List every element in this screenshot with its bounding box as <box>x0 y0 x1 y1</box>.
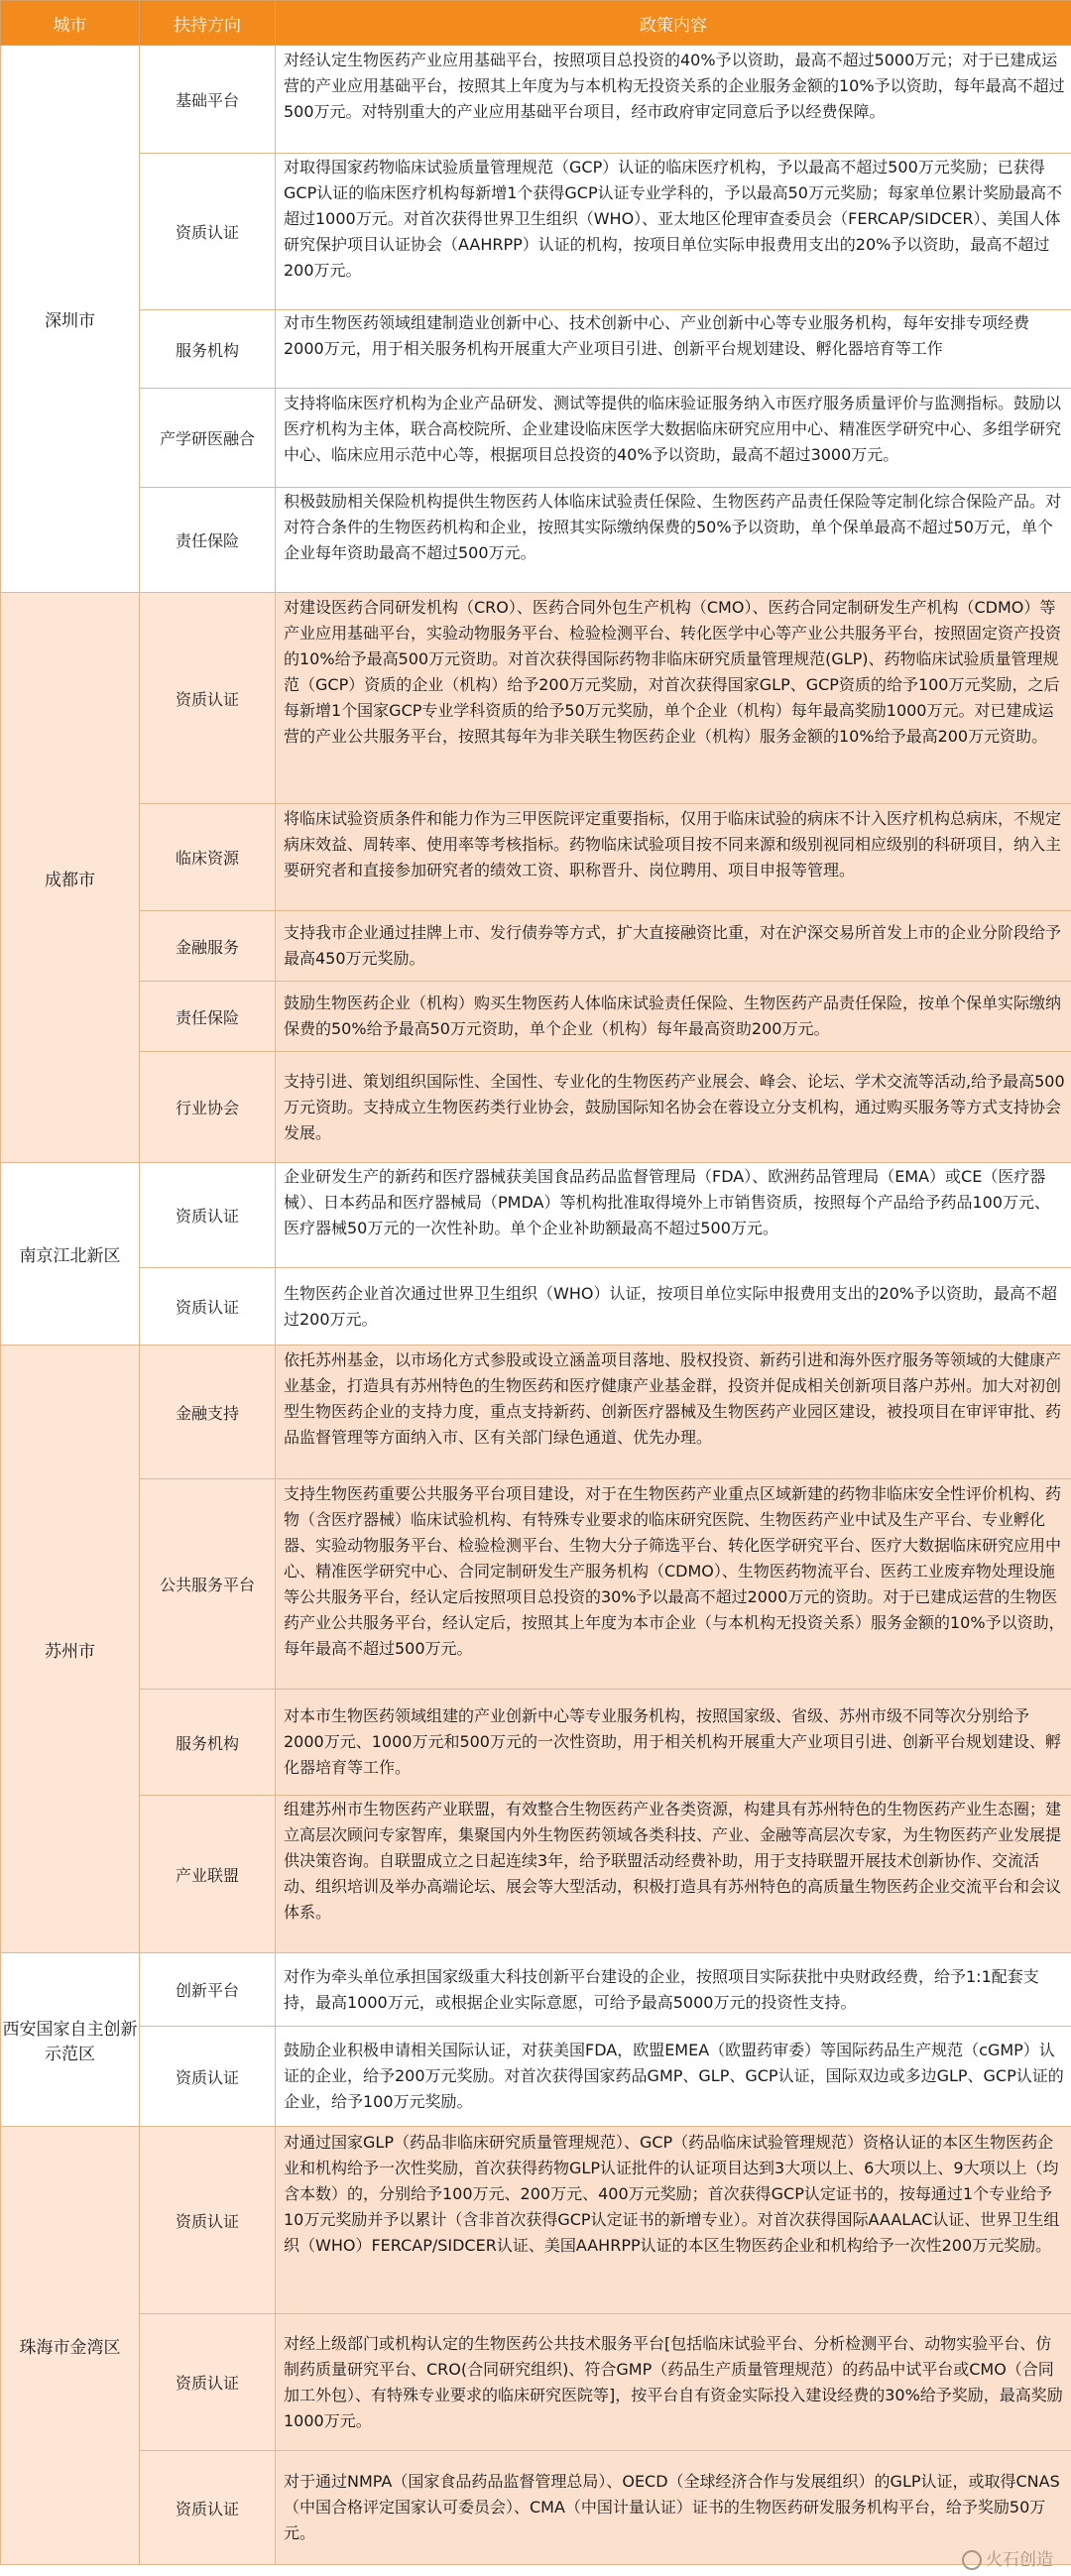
content-text: 组建苏州市生物医药产业联盟，有效整合生物医药产业各类资源，构建具有苏州特色的生物医药产业生态圈；建立高层次顾问专家智库，集聚国内外生物医药领域各类科技、产业、金融等高层次专家，为生物医药产业发展提供决策咨询。自联盟成立之日起连续3年，给予联盟活动经费补助，用于支持联盟开展技术创新协作、交流活动、组织培训及举办高端论坛、展会等大型活动，积极打造具有苏州特色的高质量生物医药企业交流平台和会议体系。 <box>284 1800 1062 1922</box>
content-text: 支持引进、策划组织国际性、全国性、专业化的生物医药产业展会、峰会、论坛、学术交流等活动,给予最高500万元资助。支持成立生物医药类行业协会，鼓励国际知名协会在蓉设立分支机构，通过购买服务等方式支持协会发展。 <box>284 1071 1065 1142</box>
content-text: 企业研发生产的新药和医疗器械获美国食品药品监督管理局（FDA）、欧洲药品管理局（EMA）或CE（医疗器械）、日本药品和医疗器械局（PMDA）等机构批准取得境外上市销售资质，按照每个产品给予药品100万元、医疗器械50万元的一次性补助。单个企业补助额最高不超过500万元。 <box>284 1166 1050 1237</box>
table-row <box>1 488 1071 593</box>
table-row <box>1 982 1071 1052</box>
table-row <box>1 1479 1071 1690</box>
content-text: 将临床试验资质条件和能力作为三甲医院评定重要指标，仅用于临床试验的病床不计入医疗机构总病床，不规定病床效益、周转率、使用率等考核指标。药物临床试验项目按不同来源和级别视同相应级别的科研项目，纳入主要研究者和直接参加研究者的绩效工资、职称晋升、岗位聘用、项目申报等管理。 <box>284 808 1062 879</box>
direction-cell: 资质认证 <box>140 2314 276 2451</box>
table-row <box>1 2451 1071 2565</box>
content-cell <box>276 2314 1071 2451</box>
content-text: 对经上级部门或机构认定的生物医药公共技术服务平台[包括临床试验平台、分析检测平台、动物实验平台、仿制药质量研究平台、CRO(合同研究组织)、符合GMP（药品生产质量管理规范）的药品中试平台或CMO（合同加工外包）、有特殊专业要求的临床研究医院等]，按平台自有资金实际投入建设经费的30%给予奖励，最高奖励1000万元。 <box>284 2333 1063 2430</box>
content-cell <box>276 46 1071 154</box>
content-cell <box>276 1796 1071 1953</box>
direction-cell: 资质认证 <box>140 1163 276 1268</box>
content-text: 鼓励生物医药企业（机构）购买生物医药人体临床试验责任保险、生物医药产品责任保险，按单个保单实际缴纳保费的50%给予最高50万元资助，单个企业（机构）每年最高资助200万元。 <box>284 994 1062 1038</box>
header-direction: 扶持方向 <box>140 1 276 46</box>
direction-cell: 公共服务平台 <box>140 1479 276 1690</box>
table-row <box>1 1163 1071 1268</box>
content-text: 支持将临床医疗机构为企业产品研发、测试等提供的临床验证服务纳入市医疗服务质量评价与监测指标。鼓励以医疗机构为主体，联合高校院所、企业建设临床医学大数据临床研究应用中心、精准医学研究中心、多组学研究中心、临床应用示范中心等，根据项目总投资的40%予以资助，最高不超过3000万元。 <box>284 393 1062 464</box>
table-row <box>1 1052 1071 1163</box>
content-cell <box>276 911 1071 982</box>
content-cell <box>276 154 1071 310</box>
table-row <box>1 2027 1071 2127</box>
content-text: 对建设医药合同研发机构（CRO）、医药合同外包生产机构（CMO）、医药合同定制研发生产机构（CDMO）等产业应用基础平台，实验动物服务平台、检验检测平台、转化医学中心等产业公共服务平台，按照固定资产投资的10%给予最高500万元资助。对首次获得国际药物非临床研究质量管理规范(GLP)、药物临床试验质量管理规范（GCP）资质的企业（机构）给予200万元奖励，对首次获得国家GLP、GCP资质的给予100万元奖励，之后每新增1个国家GCP专业学科资质的给予50万元奖励，单个企业（机构）每年最高奖励1000万元。对已建成运营的产业公共服务平台，按照其每年为非关联生物医药企业（机构）服务金额的10%给予最高200万元资助。 <box>284 598 1062 746</box>
content-text: 支持生物医药重要公共服务平台项目建设，对于在生物医药产业重点区域新建的药物非临床安全性评价机构、药物（含医疗器械）临床试验机构、有特殊专业要求的临床研究医院、生物医药产业中试及生产平台、专业孵化器、实验动物服务平台、检验检测平台、生物大分子筛选平台、转化医学研究平台、医疗大数据临床研究应用中心、精准医学研究中心、合同定制研发生产服务机构（CDMO）、生物医药物流平台、医药工业废弃物处理设施等公共服务平台，经认定后按照项目总投资的30%予以最高不超过2000万元的资助。对于已建成运营的生物医药产业公共服务平台，经认定后，按照其上年度为本市企业（与本机构无投资关系）服务金额的10%予以资助，每年最高不超过500万元。 <box>284 1483 1065 1658</box>
watermark-logo-icon <box>962 2550 982 2570</box>
content-text: 对本市生物医药领域组建的产业创新中心等专业服务机构，按照国家级、省级、苏州市级不同等次分别给予2000万元、1000万元和500万元的一次性资助，用于相关机构开展重大产业项目引进、创新平台规划建设、孵化器培育等工作。 <box>284 1706 1061 1777</box>
table-row <box>1 154 1071 310</box>
direction-cell: 责任保险 <box>140 982 276 1052</box>
direction-cell: 行业协会 <box>140 1052 276 1163</box>
table-row <box>1 1953 1071 2027</box>
direction-cell: 资质认证 <box>140 2027 276 2127</box>
content-cell <box>276 310 1071 389</box>
direction-cell: 基础平台 <box>140 46 276 154</box>
direction-cell: 资质认证 <box>140 593 276 804</box>
content-cell <box>276 488 1071 593</box>
content-text: 支持我市企业通过挂牌上市、发行债券等方式，扩大直接融资比重，对在沪深交易所首发上市的企业分阶段给予最高450万元奖励。 <box>284 923 1062 968</box>
content-cell <box>276 2027 1071 2127</box>
table-row <box>1 46 1071 154</box>
content-text: 对取得国家药物临床试验质量管理规范（GCP）认证的临床医疗机构，予以最高不超过500万元奖励；已获得GCP认证的临床医疗机构每新增1个获得GCP认证专业学科的，予以最高50万元奖励；每家单位累计奖励最高不超过1000万元。对首次获得世界卫生组织（WHO）、亚太地区伦理审查委员会（FERCAP/SIDCER）、美国人体研究保护项目认证协会（AAHRPP）认证的机构，按项目单位实际申报费用支出的20%予以资助，最高不超过200万元。 <box>284 157 1062 280</box>
direction-cell: 产学研医融合 <box>140 389 276 488</box>
content-text: 依托苏州基金，以市场化方式参股或设立涵盖项目落地、股权投资、新药引进和海外医疗服务等领域的大健康产业基金，打造具有苏州特色的生物医药和医疗健康产业基金群，投资并促成相关创新项目落户苏州。加大对初创型生物医药企业的支持力度，重点支持新药、创新医疗器械及生物医药产业园区建设，被投项目在审评审批、药品监督管理等方面纳入市、区有关部门绿色通道、优先办理。 <box>284 1350 1062 1447</box>
content-cell <box>276 389 1071 488</box>
content-text: 积极鼓励相关保险机构提供生物医药人体临床试验责任保险、生物医药产品责任保险等定制化综合保险产品。对对符合条件的生物医药机构和企业，按照其实际缴纳保费的50%予以资助，单个保单最高不超过50万元，单个企业每年资助最高不超过500万元。 <box>284 491 1062 562</box>
direction-cell: 责任保险 <box>140 488 276 593</box>
content-text: 对于通过NMPA（国家食品药品监督管理总局）、OECD（全球经济合作与发展组织）的GLP认证，或取得CNAS（中国合格评定国家认可委员会）、CMA（中国计量认证）证书的生物医药研发服务机构平台，给予奖励50万元。 <box>284 2472 1060 2542</box>
content-cell <box>276 1346 1071 1479</box>
table-row <box>1 1346 1071 1479</box>
city-cell-shenzhen: 深圳市 <box>1 46 140 593</box>
content-cell <box>276 2127 1071 2314</box>
direction-cell: 产业联盟 <box>140 1796 276 1953</box>
content-cell <box>276 1052 1071 1163</box>
city-cell-suzhou: 苏州市 <box>1 1346 140 1953</box>
direction-cell: 资质认证 <box>140 1268 276 1346</box>
header-content: 政策内容 <box>276 1 1071 46</box>
watermark-text: 火石创造 <box>986 2550 1053 2570</box>
content-text: 对通过国家GLP（药品非临床研究质量管理规范）、GCP（药品临床试验管理规范）资格认证的本区生物医药企业和机构给予一次性奖励，首次获得药物GLP认证批件的认证项目达到3大项以上、6大项以上、9大项以上（均含本数）的，分别给予100万元、200万元、400万元奖励；首次获得GCP认定证书的，按每通过1个专业给予10万元奖励并予以累计（含非首次获得GCP认定证书的新增专业）。对首次获得国际AAALAC认证、世界卫生组织（WHO）FERCAP/SIDCER认证、美国AAHRPP认证的本区生物医药企业和机构给予一次性200万元奖励。 <box>284 2133 1060 2255</box>
city-cell-xian: 西安国家自主创新示范区 <box>1 1953 140 2127</box>
content-cell <box>276 1690 1071 1796</box>
content-text: 对作为牵头单位承担国家级重大科技创新平台建设的企业，按照项目实际获批中央财政经费，给予1:1配套支持，最高1000万元，或根据企业实际意愿，可给予最高5000万元的投资性支持。 <box>284 1966 1039 2012</box>
content-cell <box>276 1268 1071 1346</box>
watermark <box>962 2545 1053 2570</box>
content-cell <box>276 1953 1071 2027</box>
direction-cell: 服务机构 <box>140 1690 276 1796</box>
direction-cell: 资质认证 <box>140 2451 276 2565</box>
content-cell <box>276 804 1071 911</box>
content-cell <box>276 1479 1071 1690</box>
direction-cell: 金融支持 <box>140 1346 276 1479</box>
table-row <box>1 1796 1071 1953</box>
table-row <box>1 1690 1071 1796</box>
table-row <box>1 2127 1071 2314</box>
direction-cell: 资质认证 <box>140 154 276 310</box>
content-text: 对市生物医药领域组建制造业创新中心、技术创新中心、产业创新中心等专业服务机构，每年安排专项经费2000万元，用于相关服务机构开展重大产业项目引进、创新平台规划建设、孵化器培育等工作 <box>284 313 1030 358</box>
header-city: 城市 <box>1 1 140 46</box>
direction-cell: 金融服务 <box>140 911 276 982</box>
direction-cell: 资质认证 <box>140 2127 276 2314</box>
content-text: 对经认定生物医药产业应用基础平台，按照项目总投资的40%予以资助，最高不超过5000万元；对于已建成运营的产业应用基础平台，按照其上年度为与本机构无投资关系的企业服务金额的10%予以资助，每年最高不超过500万元。对特别重大的产业应用基础平台项目，经市政府审定同意后予以经费保障。 <box>284 51 1065 121</box>
table-row <box>1 2314 1071 2451</box>
table-row <box>1 593 1071 804</box>
content-text: 生物医药企业首次通过世界卫生组织（WHO）认证，按项目单位实际申报费用支出的20%予以资助，最高不超过200万元。 <box>284 1283 1058 1329</box>
table-row <box>1 911 1071 982</box>
content-text: 鼓励企业积极申请相关国际认证，对获美国FDA，欧盟EMEA（欧盟药审委）等国际药品生产规范（cGMP）认证的企业，给予200万元奖励。对首次获得国家药品GMP、GLP、GCP认证，国际双边或多边GLP、GCP认证的企业，给予100万元奖励。 <box>284 2041 1064 2111</box>
city-cell-zhuhai: 珠海市金湾区 <box>1 2127 140 2565</box>
content-cell <box>276 1163 1071 1268</box>
table-header-row <box>1 1 1071 46</box>
table-row <box>1 804 1071 911</box>
direction-cell: 创新平台 <box>140 1953 276 2027</box>
city-cell-chengdu: 成都市 <box>1 593 140 1163</box>
table-row <box>1 1268 1071 1346</box>
content-cell <box>276 2451 1071 2565</box>
direction-cell: 服务机构 <box>140 310 276 389</box>
direction-cell: 临床资源 <box>140 804 276 911</box>
table-row <box>1 389 1071 488</box>
table-row <box>1 310 1071 389</box>
content-cell <box>276 982 1071 1052</box>
content-cell <box>276 593 1071 804</box>
city-cell-nanjing: 南京江北新区 <box>1 1163 140 1346</box>
